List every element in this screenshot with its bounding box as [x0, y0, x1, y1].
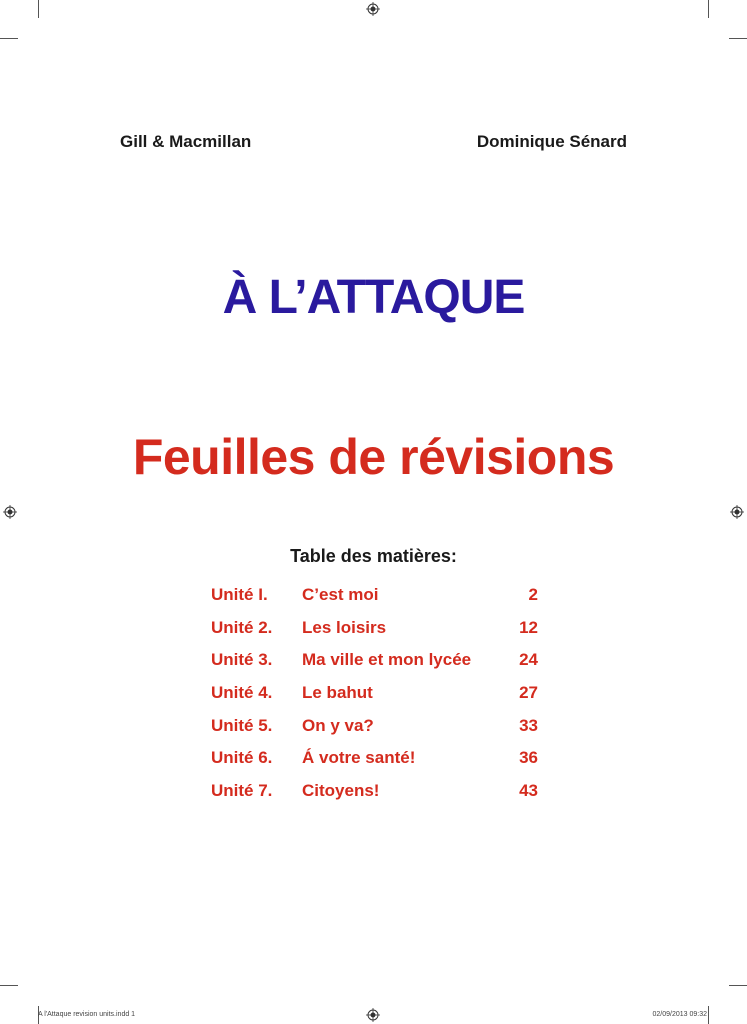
crop-mark-left-top-h [0, 38, 18, 39]
toc-page-number: 27 [519, 683, 538, 703]
toc-heading: Table des matières: [290, 546, 457, 566]
book-title: À L’ATTAQUE [222, 271, 525, 324]
toc-page-number: 43 [519, 781, 538, 801]
registration-mark-icon [730, 505, 744, 519]
toc-unit-label: Unité 6. [211, 748, 273, 768]
registration-mark-icon [366, 1008, 380, 1022]
crop-mark-top-left-v [38, 0, 39, 18]
toc-page-number: 2 [528, 585, 538, 604]
toc-entry [211, 748, 538, 781]
toc-unit-label: Unité 7. [211, 781, 273, 801]
toc-entry [211, 585, 538, 618]
toc-unit-title: On y va? [302, 715, 374, 735]
crop-mark-right-top-h [729, 38, 747, 39]
toc-unit-title: C’est moi [302, 585, 379, 604]
toc-unit-title: Ma ville et mon lycée [302, 650, 472, 670]
crop-mark-bottom-right-v [708, 1006, 709, 1024]
toc-page-number: 36 [519, 748, 538, 768]
toc-unit-title: Á votre santé! [302, 748, 416, 768]
registration-mark-icon [366, 2, 380, 16]
registration-mark-icon [3, 505, 17, 519]
toc-unit-label: Unité 2. [211, 617, 273, 637]
crop-mark-top-right-v [708, 0, 709, 18]
toc-entry [211, 716, 538, 749]
toc-entry [211, 650, 538, 683]
crop-mark-right-bottom-h [729, 985, 747, 986]
author-name: Dominique Sénard [476, 132, 627, 151]
toc-entry [211, 618, 538, 651]
toc-unit-title: Citoyens! [302, 781, 380, 801]
toc-unit-label: Unité 4. [211, 683, 273, 703]
crop-mark-left-bottom-h [0, 985, 18, 986]
slug-file-info: A l'Attaque revision units.indd 1 [38, 1011, 136, 1018]
toc-unit-label: Unité I. [211, 585, 268, 604]
toc-unit-title: Le bahut [302, 683, 373, 703]
table-of-contents [211, 585, 538, 814]
toc-page-number: 33 [519, 715, 538, 735]
slug-date-time: 02/09/2013 09:32 [652, 1011, 707, 1018]
toc-entry [211, 683, 538, 716]
toc-unit-label: Unité 3. [211, 650, 273, 670]
book-subtitle: Feuilles de révisions [132, 429, 615, 485]
toc-entry [211, 781, 538, 814]
toc-page-number: 12 [519, 617, 538, 637]
publisher-name: Gill & Macmillan [120, 132, 252, 151]
toc-unit-label: Unité 5. [211, 715, 273, 735]
toc-unit-title: Les loisirs [302, 617, 387, 637]
toc-page-number: 24 [519, 650, 538, 670]
